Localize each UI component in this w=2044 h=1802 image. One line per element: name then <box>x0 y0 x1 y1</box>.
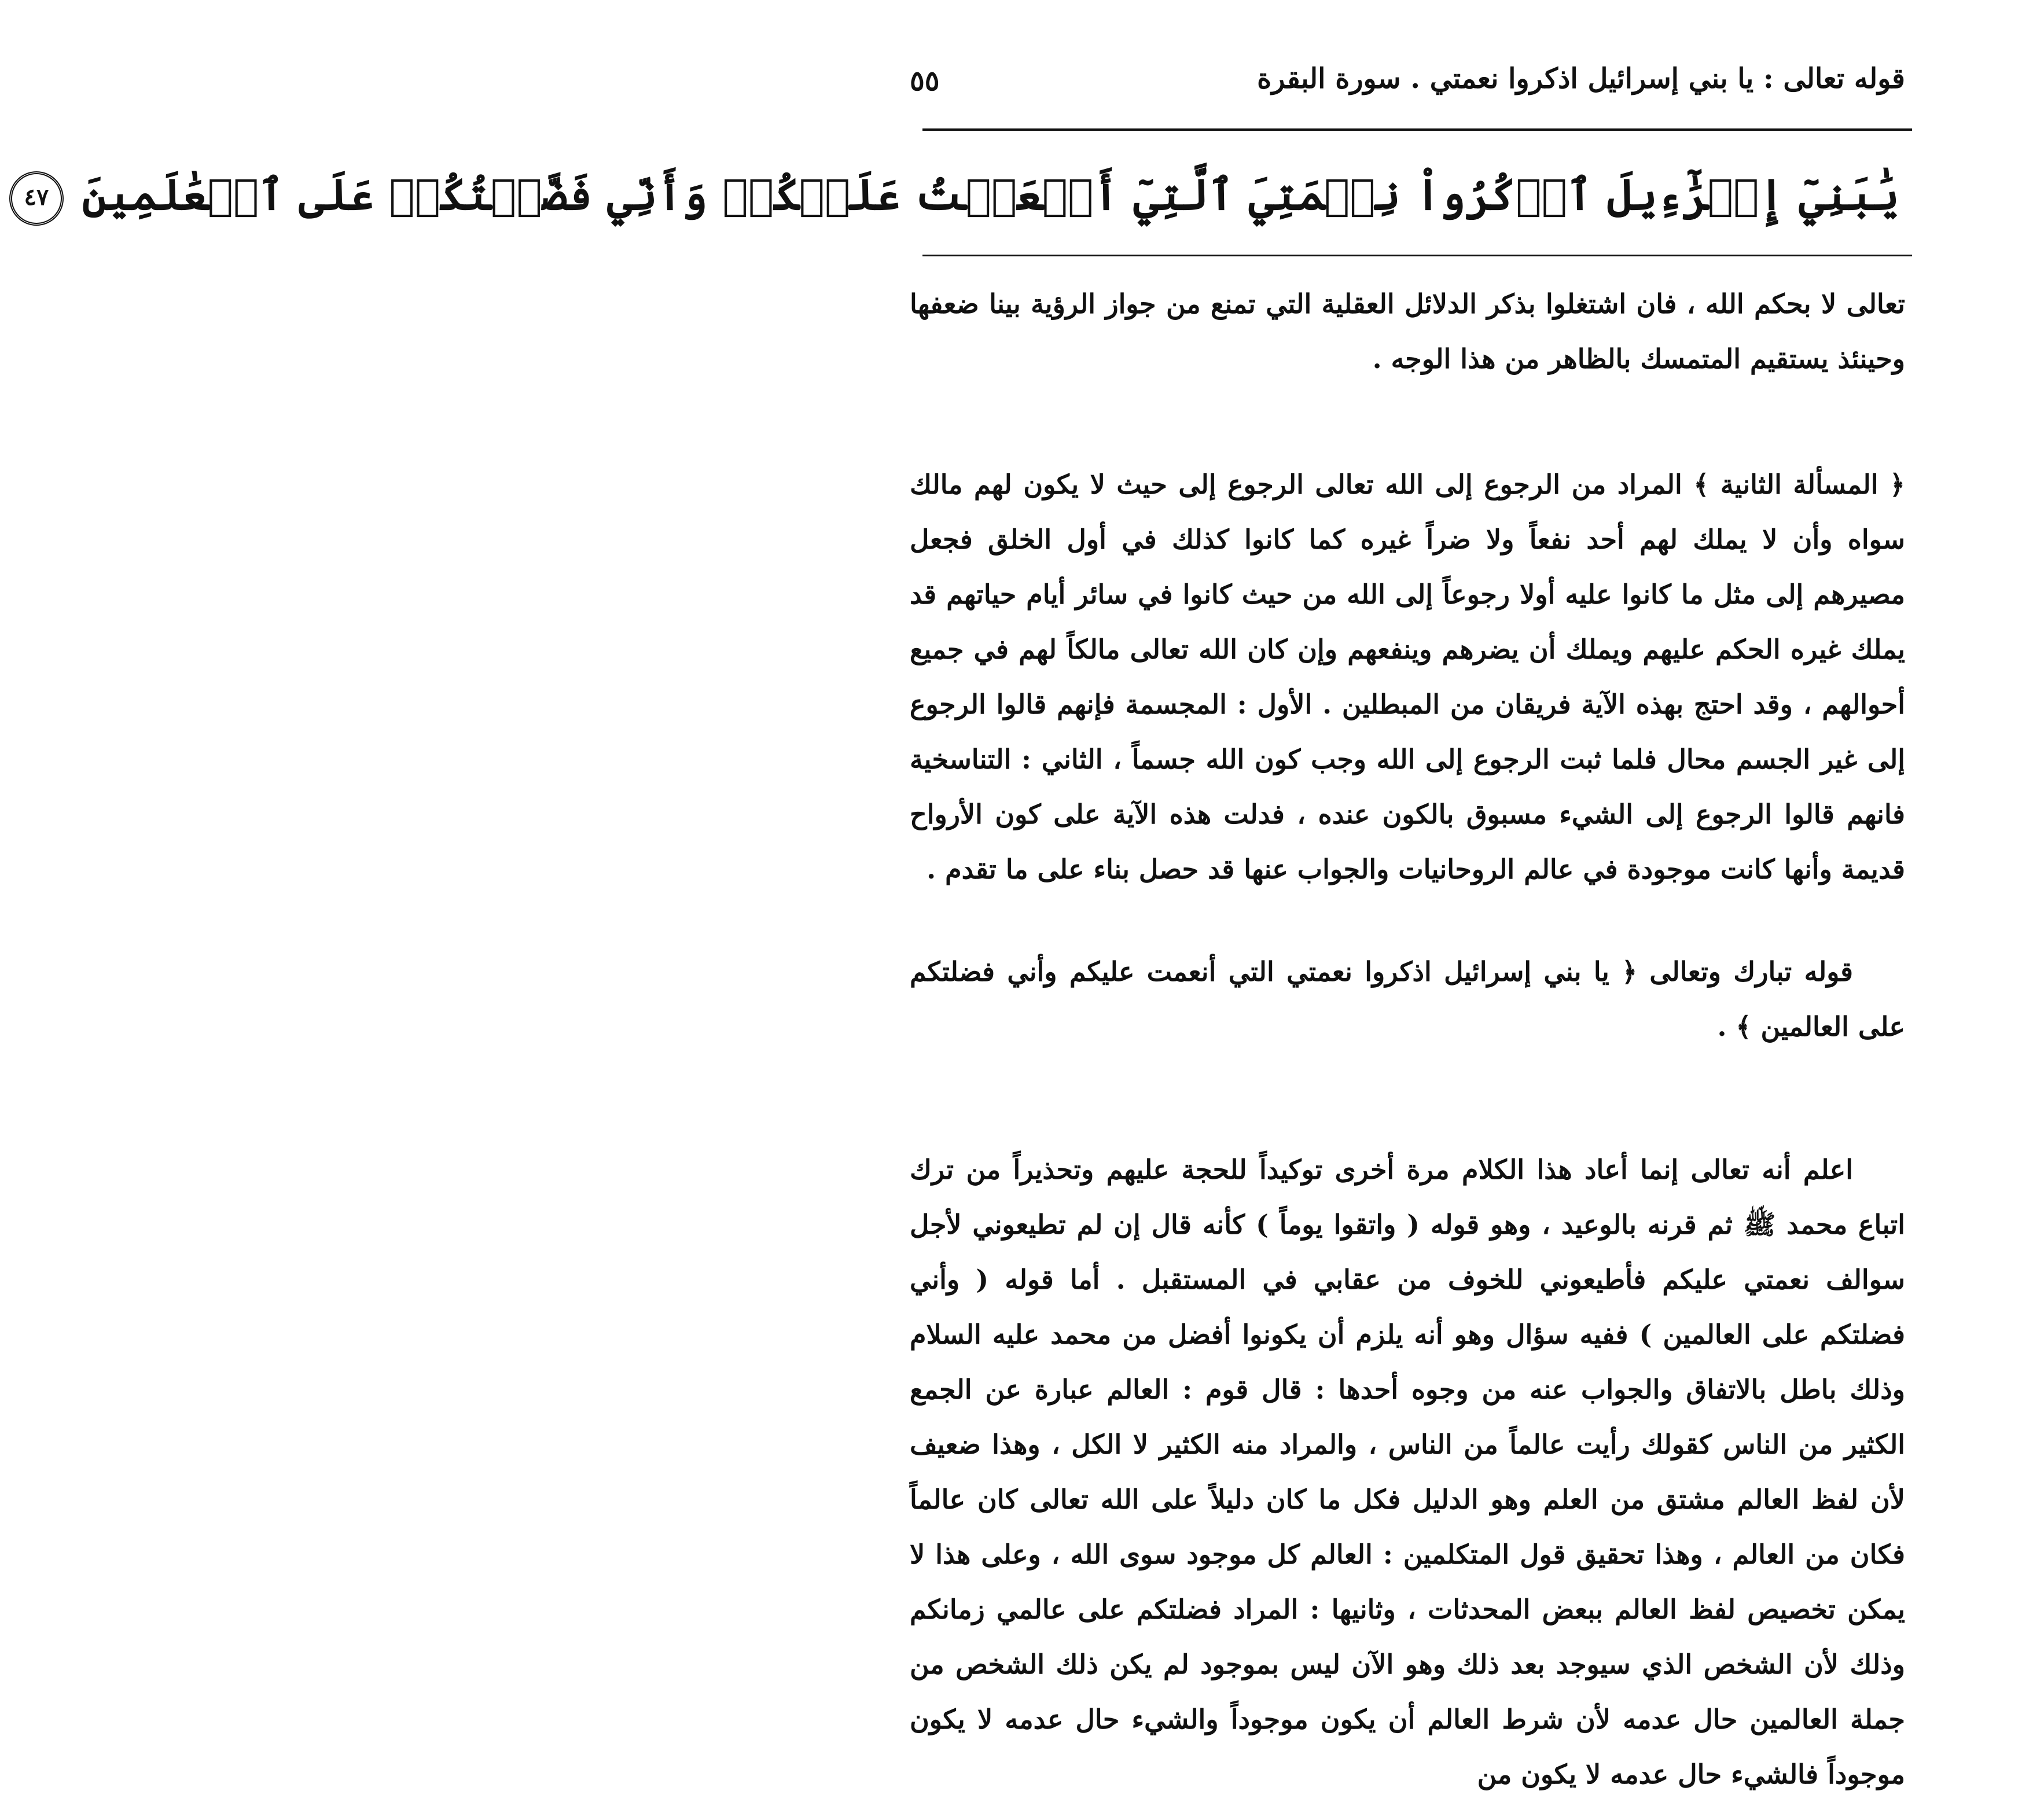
section-heading: ﴿ المسألة الثانية ﴾ <box>1693 469 1906 500</box>
header-title: قوله تعالى : يا بني إسرائيل اذكروا نعمتي . سورة البقرة <box>1257 62 1905 95</box>
header-divider <box>922 128 1912 131</box>
paragraph-1: تعالى لا بحكم الله ، فان اشتغلوا بذكر الدلائل العقلية التي تمنع من جواز الرؤية بينا ضعفها وحينئذ يستقيم المتمسك بالظاهر من هذا الوجه . <box>910 288 1905 374</box>
paragraph-2 <box>910 457 1905 897</box>
verse-number-medallion: ٤٧ <box>9 171 64 226</box>
running-header <box>910 62 1905 115</box>
verse-divider <box>922 255 1912 256</box>
commentary-body <box>910 277 1905 1802</box>
verse-text: يَٰبَنِيٓ إِسۡرَٰٓءِيلَ ٱذۡكُرُواْ نِعۡمَتِيَ ٱلَّتِيٓ أَنۡعَمۡتُ عَلَيۡكُمۡ وَأَنِّي فَضَّلۡتُكُمۡ عَلَى ٱلۡعَٰلَمِينَ <box>82 170 1899 220</box>
book-page <box>24 0 2044 1790</box>
paragraph-3: قوله تبارك وتعالى ﴿ يا بني إسرائيل اذكروا نعمتي التي أنعمت عليكم وأني فضلتكم على العالمين ﴾ . <box>910 956 1905 1042</box>
paragraph-4: اعلم أنه تعالى إنما أعاد هذا الكلام مرة أخرى توكيداً للحجة عليهم وتحذيراً من ترك اتباع محمد ﷺ ثم قرنه بالوعيد ، وهو قوله ( واتقوا يوماً ) كأنه قال إن لم تطيعوني لأجل سوالف نعمتي عليكم فأطيعوني للخوف من عقابي في المستقبل . أما قوله ( وأني فضلتكم على العالمين ) ففيه سؤال وهو أنه يلزم أن يكونوا أفضل من محمد عليه السلام وذلك باطل بالاتفاق والجواب عنه من وجوه أحدها : قال قوم : العالم عبارة عن الجمع الكثير من الناس كقولك رأيت عالماً من الناس ، والمراد منه الكثير لا الكل ، وهذا ضعيف لأن لفظ العالم مشتق من العلم وهو الدليل فكل ما كان دليلاً على الله تعالى كان عالماً فكان من العالم ، وهذا تحقيق قول المتكلمين : العالم كل موجود سوى الله ، وعلى هذا لا يمكن تخصيص لفظ العالم ببعض المحدثات ، وثانيها : المراد فضلتكم على عالمي زمانكم وذلك لأن الشخص الذي سيوجد بعد ذلك وهو الآن ليس بموجود لم يكن ذلك الشخص من جملة العالمين حال عدمه لأن شرط العالم أن يكون موجوداً والشيء حال عدمه لا يكون موجوداً فالشيء حال عدمه لا يكون من <box>910 1154 1905 1790</box>
page-number: ٥٥ <box>910 65 940 97</box>
quran-verse <box>24 152 1899 238</box>
paragraph-2-text: المراد من الرجوع إلى الله تعالى الرجوع إلى حيث لا يكون لهم مالك سواه وأن لا يملك لهم أحد نفعاً ولا ضراً غيره كما كانوا كذلك في أول الخلق فجعل مصيرهم إلى مثل ما كانوا عليه أولا رجوعاً إلى الله من حيث كانوا في سائر أيام حياتهم قد يملك غيره الحكم عليهم ويملك أن يضرهم وينفعهم وإن كان الله تعالى مالكاً لهم في جميع أحوالهم ، وقد احتج بهذه الآية فريقان من المبطلين . الأول : المجسمة فإنهم قالوا الرجوع إلى غير الجسم محال فلما ثبت الرجوع إلى الله وجب كون الله جسماً ، الثاني : التناسخية فانهم قالوا الرجوع إلى الشيء مسبوق بالكون عنده ، فدلت هذه الآية على كون الأرواح قديمة وأنها كانت موجودة في عالم الروحانيات والجواب عنها قد حصل بناء على ما تقدم . <box>910 469 1905 885</box>
